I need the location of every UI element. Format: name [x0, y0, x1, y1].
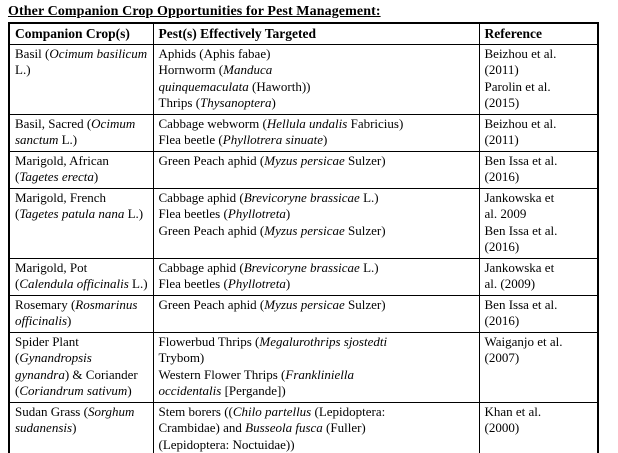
companion-crop-cell — [9, 151, 153, 188]
pests-cell — [153, 151, 479, 188]
text-line: Cabbage aphid (Brevicoryne brassicae L.) — [158, 189, 379, 205]
reference-cell — [479, 44, 598, 114]
header-reference: Reference — [479, 23, 598, 44]
pests-cell — [153, 44, 479, 114]
text-line: (2011) — [484, 62, 519, 77]
text-line: Cabbage webworm (Hellula undalis Fabricius) — [158, 115, 404, 131]
text-line: Jankowska et — [484, 189, 555, 205]
companion-crop-cell — [9, 402, 153, 453]
text-line: Waiganjo et al. — [484, 333, 563, 349]
text-line: Basil, Sacred (Ocimum — [15, 115, 136, 131]
header-companion-crop: Companion Crop(s) — [9, 23, 153, 44]
text-line: Thrips (Thysanoptera) — [158, 95, 276, 110]
reference-cell — [479, 295, 598, 332]
text-line: Spider Plant — [15, 333, 79, 349]
text-line: Trybom) — [158, 350, 205, 365]
table-row — [9, 188, 598, 258]
text-line: Ben Issa et al. — [484, 296, 558, 312]
pests-cell — [153, 402, 479, 453]
text-line: Beizhou et al. — [484, 45, 557, 61]
text-line: Marigold, French — [15, 189, 106, 205]
pests-cell — [153, 258, 479, 295]
text-line: Jankowska et — [484, 259, 555, 275]
companion-crop-table — [8, 22, 599, 453]
reference-cell — [479, 114, 598, 151]
text-line: Flowerbud Thrips (Megalurothrips sjostedti — [158, 333, 388, 349]
text-line: Green Peach aphid (Myzus persicae Sulzer) — [158, 222, 386, 238]
text-line: (Coriandrum sativum) — [15, 383, 132, 398]
reference-cell — [479, 151, 598, 188]
pests-cell — [153, 295, 479, 332]
text-line: sudanensis) — [15, 420, 77, 435]
text-line: Cabbage aphid (Brevicoryne brassicae L.) — [158, 259, 379, 275]
text-line: Flea beetle (Phyllotrera sinuate) — [158, 132, 328, 147]
text-line: Ben Issa et al. — [484, 152, 558, 168]
pests-cell — [153, 188, 479, 258]
text-line: Flea beetles (Phyllotreta) — [158, 276, 291, 291]
text-line: Western Flower Thrips (Frankliniella — [158, 366, 354, 382]
text-line: Crambidae) and Busseola fusca (Fuller) — [158, 420, 366, 435]
text-line: Aphids (Aphis fabae) — [158, 45, 271, 61]
companion-crop-cell — [9, 114, 153, 151]
reference-cell — [479, 402, 598, 453]
header-pests-targeted: Pest(s) Effectively Targeted — [153, 23, 479, 44]
text-line: Marigold, Pot — [15, 259, 88, 275]
text-line: sanctum L.) — [15, 132, 78, 147]
text-line: (Tagetes patula nana L.) — [15, 206, 144, 221]
text-line: (Gynandropsis — [15, 350, 92, 365]
text-line: Flea beetles (Phyllotreta) — [158, 206, 291, 221]
text-line: (2016) — [484, 239, 520, 254]
reference-cell — [479, 332, 598, 402]
pests-cell — [153, 114, 479, 151]
text-line: quinquemaculata (Haworth)) — [158, 78, 311, 94]
text-line: Basil (Ocimum basilicum — [15, 45, 148, 61]
table-row — [9, 114, 598, 151]
text-line: Khan et al. — [484, 403, 542, 419]
text-line: Stem borers ((Chilo partellus (Lepidoptera: — [158, 403, 386, 419]
text-line: Green Peach aphid (Myzus persicae Sulzer) — [158, 296, 386, 312]
table-row — [9, 402, 598, 453]
text-line: (Tagetes erecta) — [15, 169, 99, 184]
text-line: Sudan Grass (Sorghum — [15, 403, 135, 419]
text-line: (2015) — [484, 95, 520, 110]
text-line: (Lepidoptera: Noctuidae)) — [158, 436, 295, 452]
companion-crop-cell — [9, 295, 153, 332]
text-line: (2016) — [484, 313, 520, 328]
reference-cell — [479, 188, 598, 258]
table-body — [9, 44, 598, 453]
table-row — [9, 332, 598, 402]
text-line: al. (2009) — [484, 276, 536, 291]
text-line: Green Peach aphid (Myzus persicae Sulzer) — [158, 152, 386, 168]
companion-crop-cell — [9, 258, 153, 295]
pests-cell — [153, 332, 479, 402]
text-line: Beizhou et al. — [484, 115, 557, 131]
table-row — [9, 44, 598, 114]
text-line: Parolin et al. — [484, 78, 551, 94]
text-line: gynandra) & Coriander — [15, 366, 138, 382]
text-line: (2007) — [484, 350, 520, 365]
table-header — [9, 23, 598, 44]
text-line: Hornworm (Manduca — [158, 62, 273, 77]
table-row — [9, 295, 598, 332]
text-line: (2011) — [484, 132, 519, 147]
text-line: (Calendula officinalis L.) — [15, 276, 148, 291]
table-title: Other Companion Crop Opportunities for Pest Management: — [8, 4, 381, 19]
text-line: L.) — [15, 62, 31, 77]
text-line: Rosemary (Rosmarinus — [15, 296, 138, 312]
companion-crop-cell — [9, 44, 153, 114]
text-line: (2016) — [484, 169, 520, 184]
reference-cell — [479, 258, 598, 295]
table-row — [9, 151, 598, 188]
text-line: officinalis) — [15, 313, 72, 328]
companion-crop-cell — [9, 332, 153, 402]
companion-crop-cell — [9, 188, 153, 258]
header-row — [9, 23, 598, 44]
table-row — [9, 258, 598, 295]
text-line: al. 2009 — [484, 206, 527, 221]
text-line: Marigold, African — [15, 152, 109, 168]
text-line: (2000) — [484, 420, 520, 435]
text-line: occidentalis [Pergande]) — [158, 383, 286, 398]
text-line: Ben Issa et al. — [484, 222, 558, 238]
